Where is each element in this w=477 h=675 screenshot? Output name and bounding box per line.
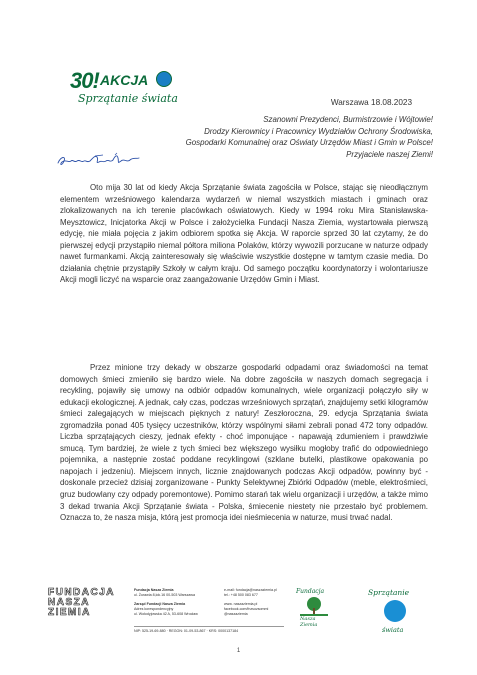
sprzatanie-logo-bottom: świata [382,626,404,634]
footer-divider [134,626,284,627]
globe-icon [156,71,172,87]
footer-facebook[interactable]: facebook.com/fnzsozsommi [224,607,269,611]
logo-word: AKCJA [100,72,149,88]
fnz-wordmark [48,588,115,618]
salutation-line: Gospodarki Komunalnej oraz Oświaty Urzędów Miast i Gmin w Polsce! [185,138,433,148]
page-number: 1 [236,648,241,654]
footer-board-sub: Adres korespondencyjny [134,607,174,611]
globe-icon [384,600,406,622]
footer-board-title: Zarząd Fundacji Nasza Ziemia [134,602,186,606]
fundacja-logo-bottom: Nasza Ziemia [300,616,318,628]
letter-date: Warszawa 18.08.2023 [330,98,412,107]
footer-org: Fundacja Nasza Ziemia [134,588,174,592]
fundacja-logo [296,588,332,626]
fnz-line: NASZA [48,597,90,608]
footer-address: ul. Żurawia 8,lok.16 00-503 Warszawa [134,593,195,597]
footer-address-column [134,588,198,617]
salutation-line: Drodzy Kierownicy i Pracownicy Wydziałów Ochrony Środowiska, [204,126,433,136]
handwritten-signature [55,150,145,170]
sprzatanie-logo [368,588,426,636]
salutation-line: Szanowni Prezydenci, Burmistrzowie i Wójtowie! [263,115,433,124]
fnz-line: ZIEMIA [48,607,91,618]
footer-web[interactable]: www. naszaziemia.pl [224,602,258,606]
footer-tel: tel.: +48 500 083 677 [224,593,258,597]
fnz-line: FUNDACJA [48,587,115,598]
footer-instagram[interactable]: @naszaziemia [224,612,248,616]
footer-email[interactable]: e-mail: fundacja@naszaziemia.pl [224,588,277,592]
body-paragraph: Przez minione trzy dekady w obszarze gospodarki odpadami oraz świadomości na temat domowych śmieci zmieniło się bardzo wiele. Na dobre zagościła w naszych domach segregacja i recykling, pojawiły się umowy na odbiór odpadów komunalnych, wiele organizacji połączyło siły w edukacji ekologicznej. A jednak, cały czas, podczas wrześniowych sprzątań, znajdujemy setki kilogramów śmieci zalegających w miejscach pięknych z natury! Zeszłoroczna, 29. edycja Sprzątania świata zgromadziła ponad 405 tysięcy uczestników, którzy wspólnymi siłami zebrali ponad 472 tony odpadów. Liczba sprzątających cieszy, jednak efekty - choć imponujące - napawają zdumieniem i prawdziwie smucą. Tym bardziej, że wiele z tych śmieci bez większego wysiłku mogłoby trafić do odpowiedniego pojemnika, a następnie zostać poddane recyklingowi (szklane butelki, plastikowe opakowania po napojach i jedzeniu). Miejscem innych, licznie znajdowanych podczas Akcji odpadów, powinny być - doskonale przecież dzisiaj zorganizowane - Punkty Selektywnej Zbiórki Odpadów (meble, elektrośmieci, gruz budowlany czy odpady poremontowe). Pomimo starań tak wielu organizacji i urzędów, a także mimo 3 dekad trwania Akcji Sprzątanie świata - Polska, śmiecenie niestety nie przestało być problemem. Oznacza to, że nasza misja, którą jest promocja idei nieśmiecenia w naturze, musi trwać nadal. [60,363,428,523]
akcja-logo [70,66,200,116]
tree-icon [300,596,328,616]
footer-contact-column [224,588,277,617]
logo-subtitle: Sprzątanie świata [78,92,178,105]
salutation-line: Przyjaciele naszej Ziemi! [346,149,433,159]
footer-registry-numbers: NIP: 525-19-69-880 · REGON: 01-09-53-867 · KRS: 0000137184 [134,629,239,633]
body-paragraph: Oto mija 30 lat od kiedy Akcja Sprzątanie świata zagościła w Polsce, stając się nieodłącznym elementem wrześniowego kalendarza wydarzeń w niemal wszystkich miastach i gminach oraz zlokalizowanych na ich terenie placówkach oświatowych. Kiedy w 1994 roku Mira Stanisławska-Meysztowicz, Inicjatorka Akcji w Polsce i założycielka Fundacji Nasza Ziemia, wystartowała pierwszą edycję, nie miała pojęcia z jakim odbiorem spotka się Akcja. W raporcie sprzed 30 lat czytamy, że do pierwszej edycji przystąpiło niemal półtora miliona Polaków, którzy wywozili porzucane w naturze odpady nawet furmankami. Akcją zainteresowały się właściwie wszystkie dostępne w tamtym czasie media. Do działania chętnie przystąpiły Szkoły w całym kraju. Od samego początku koordynatorzy i wolontariusze Akcji mogli liczyć na wsparcie oraz zaangażowanie Urzędów Gmin i Miast. [60,183,428,285]
sprzatanie-logo-top: Sprzątanie [368,588,410,597]
fundacja-logo-top: Fundacja [296,588,325,595]
footer-board-addr: ul. Wołodyjowska 42 A, 53-608 Wrocław [134,612,198,616]
logo-number: 30! [70,68,99,93]
letter-footer [48,588,433,638]
